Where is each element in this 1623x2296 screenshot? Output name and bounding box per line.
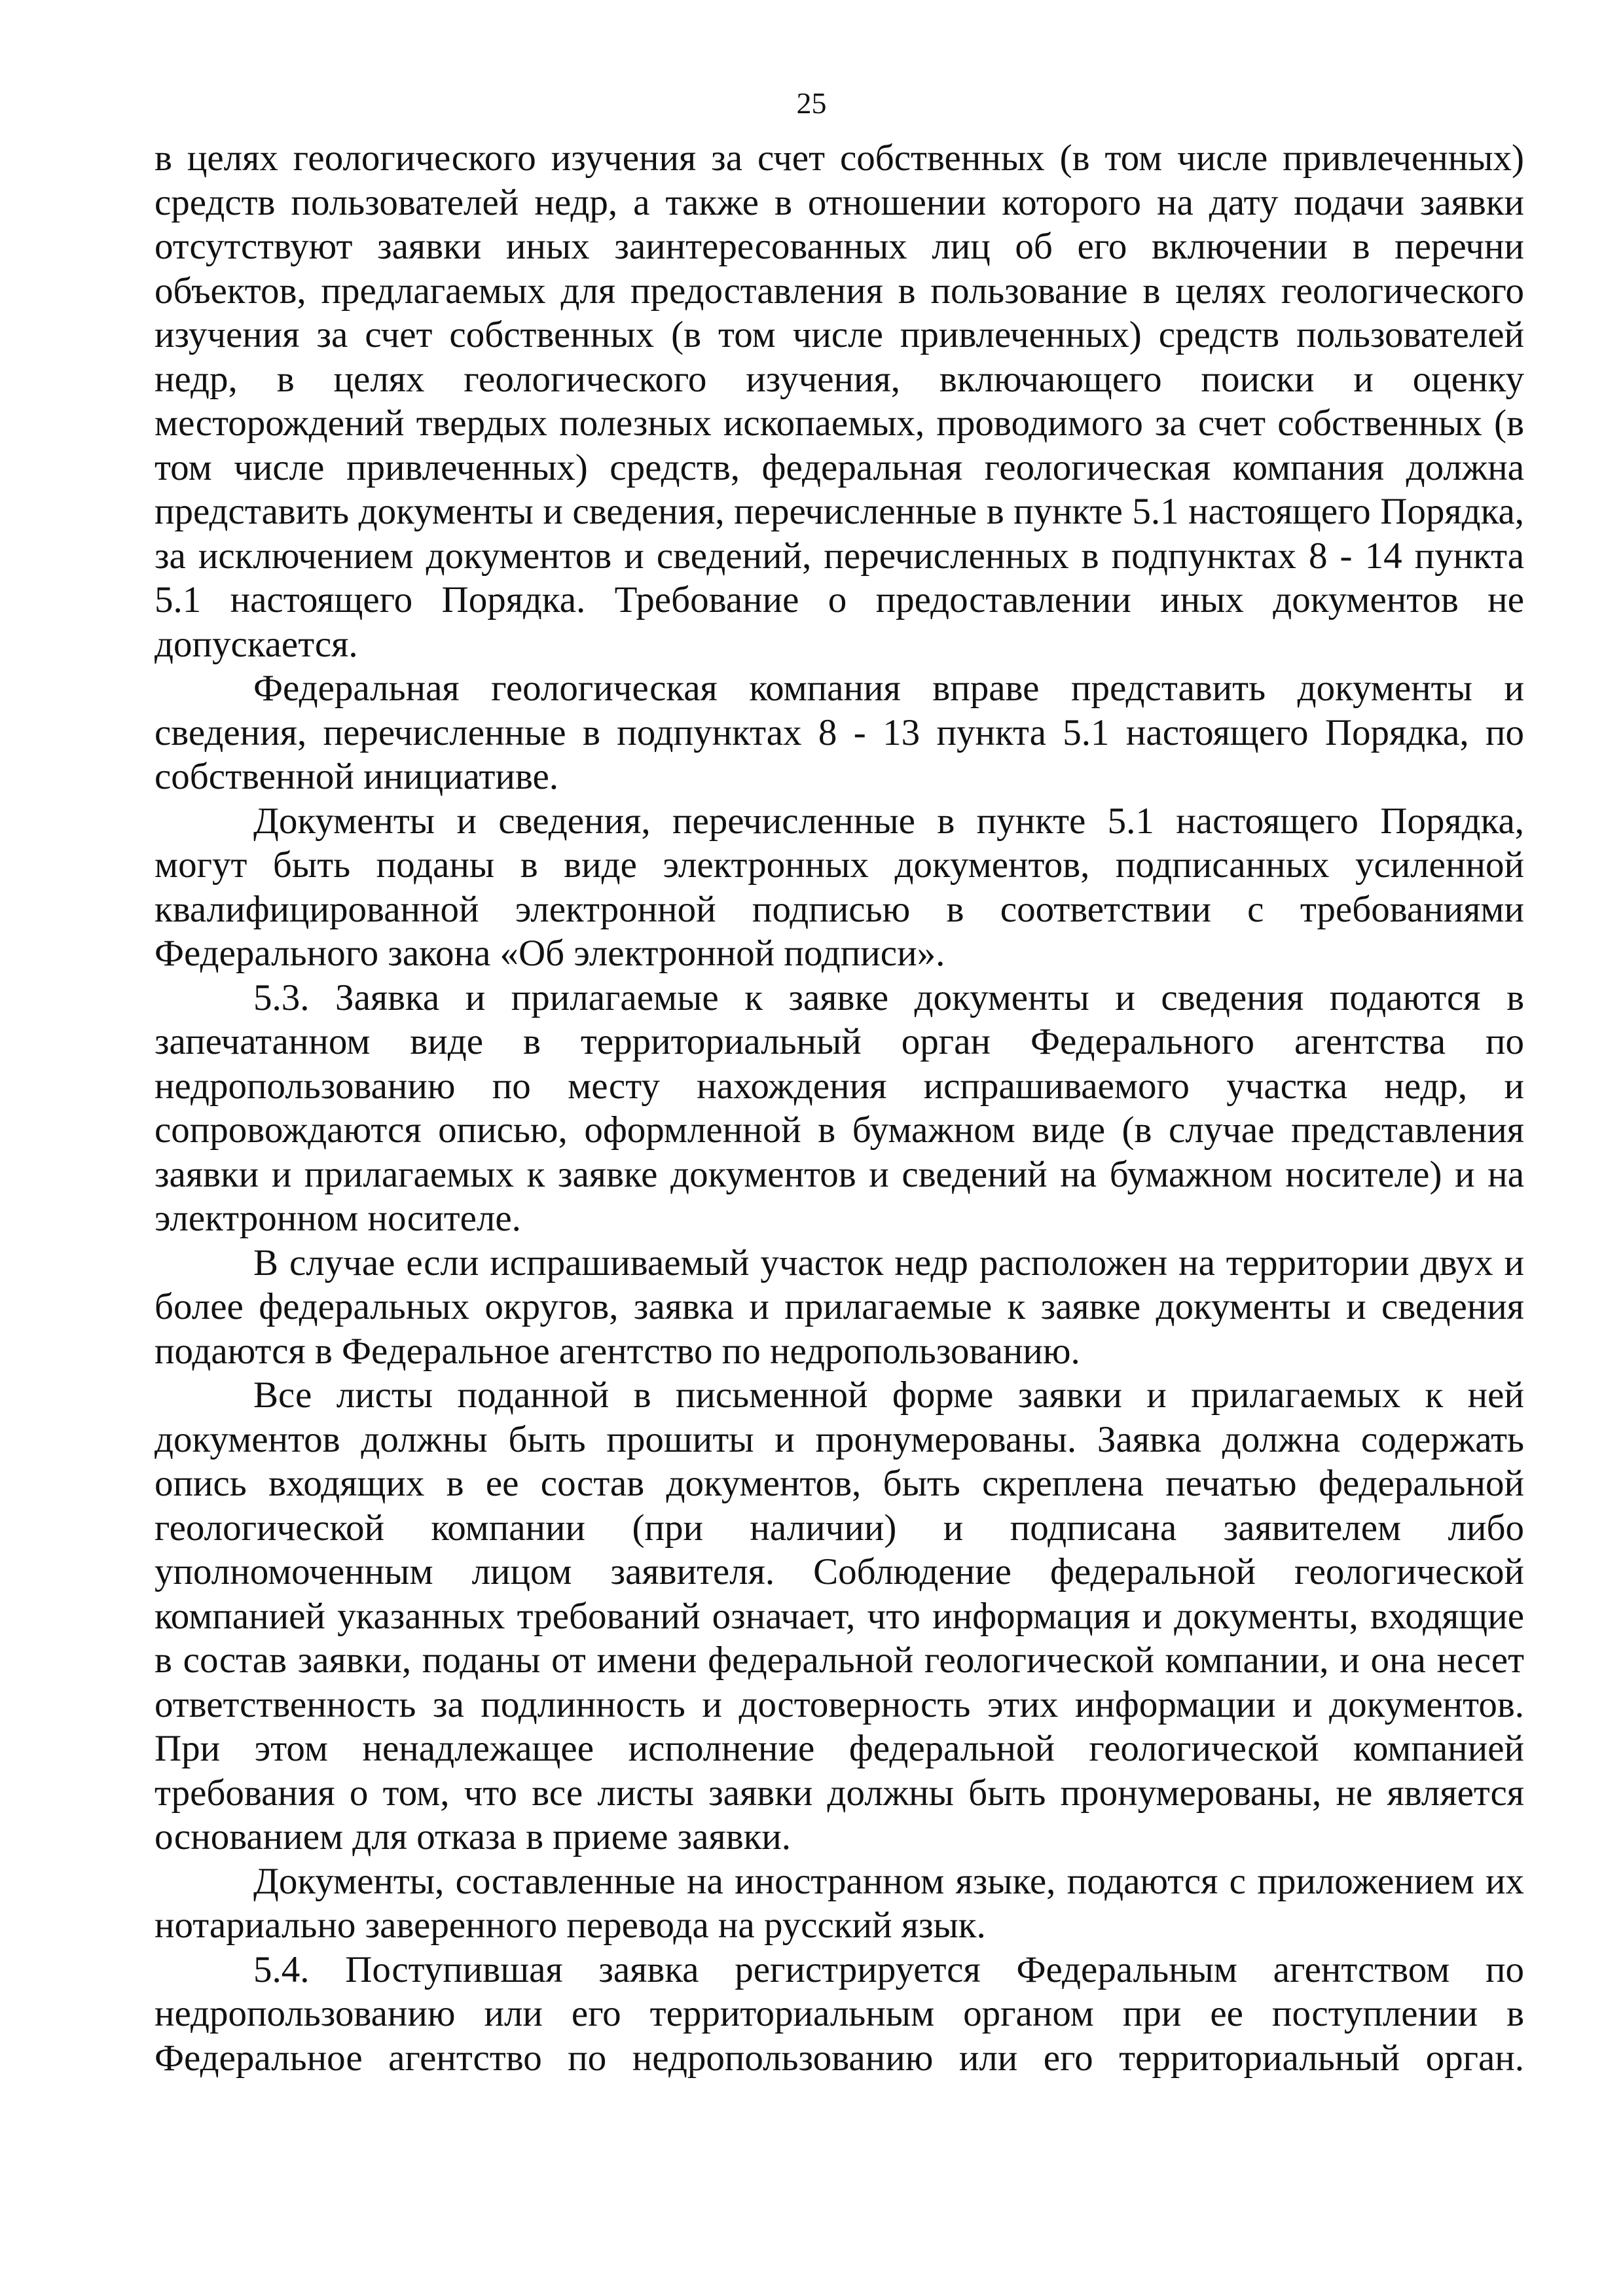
paragraph-geological-study-documents: в целях геологического изучения за счет собственных (в том числе привлеченных) средств пользователей недр, а также в отношении которого на дату подачи заявки отсутствуют заявки иных заинтересованных лиц об его включении в перечни объектов, предлагаемых для предоставления в пользование в целях геологического изучения за счет собственных (в том числе привлеченных) средств пользователей недр, в целях геологического изучения, включающего поиски и оценку месторождений твердых полезных ископаемых, проводимого за счет собственных (в том числе привлеченных) средств, федеральная геологическая компания должна представить документы и сведения, перечисленные в пункте 5.1 настоящего Порядка, за исключением документов и сведений, перечисленных в подпунктах 8 - 14 пункта 5.1 настоящего Порядка. Требование о предоставлении иных документов не допускается. <box>155 137 1524 665</box>
paragraph-own-initiative: Федеральная геологическая компания вправе представить документы и сведения, перечисленные в подпунктах 8 - 13 пункта 5.1 настоящего Порядка, по собственной инициативе. <box>155 668 1524 797</box>
paragraph-multiple-districts: В случае если испрашиваемый участок недр расположен на территории двух и более федеральных округов, заявка и прилагаемые к заявке документы и сведения подаются в Федеральное агентство по недропользованию. <box>155 1242 1524 1372</box>
document-body <box>155 136 1524 2080</box>
paragraph-electronic-documents: Документы и сведения, перечисленные в пункте 5.1 настоящего Порядка, могут быть поданы в виде электронных документов, подписанных усиленной квалифицированной электронной подписью в соответствии с требованиями Федерального закона «Об электронной подписи». <box>155 800 1524 974</box>
paragraph-foreign-language: Документы, составленные на иностранном языке, подаются с приложением их нотариально заверенного перевода на русский язык. <box>155 1860 1524 1946</box>
paragraph-5-3-submission: 5.3. Заявка и прилагаемые к заявке документы и сведения подаются в запечатанном виде в территориальный орган Федерального агентства по недропользованию по месту нахождения испрашиваемого участка недр, и сопровождаются описью, оформленной в бумажном виде (в случае представления заявки и прилагаемых к заявке документов и сведений на бумажном носителе) и на электронном носителе. <box>155 977 1524 1239</box>
page-number: 25 <box>796 86 827 120</box>
paragraph-5-4-registration: 5.4. Поступившая заявка регистрируется Федеральным агентством по недропользованию или его территориальным органом при ее поступлении в Федеральное агентство по недропользованию или его территориальный орган. <box>155 1948 1524 2079</box>
paragraph-sheets-numbered: Все листы поданной в письменной форме заявки и прилагаемых к ней документов должны быть прошиты и пронумерованы. Заявка должна содержать опись входящих в ее состав документов, быть скреплена печатью федеральной геологической компании (при наличии) и подписана заявителем либо уполномоченным лицом заявителя. Соблюдение федеральной геологической компанией указанных требований означает, что информация и документы, входящие в состав заявки, поданы от имени федеральной геологической компании, и она несет ответственность за подлинность и достоверность этих информации и документов. При этом ненадлежащее исполнение федеральной геологической компанией требования о том, что все листы заявки должны быть пронумерованы, не является основанием для отказа в приеме заявки. <box>155 1374 1524 1857</box>
